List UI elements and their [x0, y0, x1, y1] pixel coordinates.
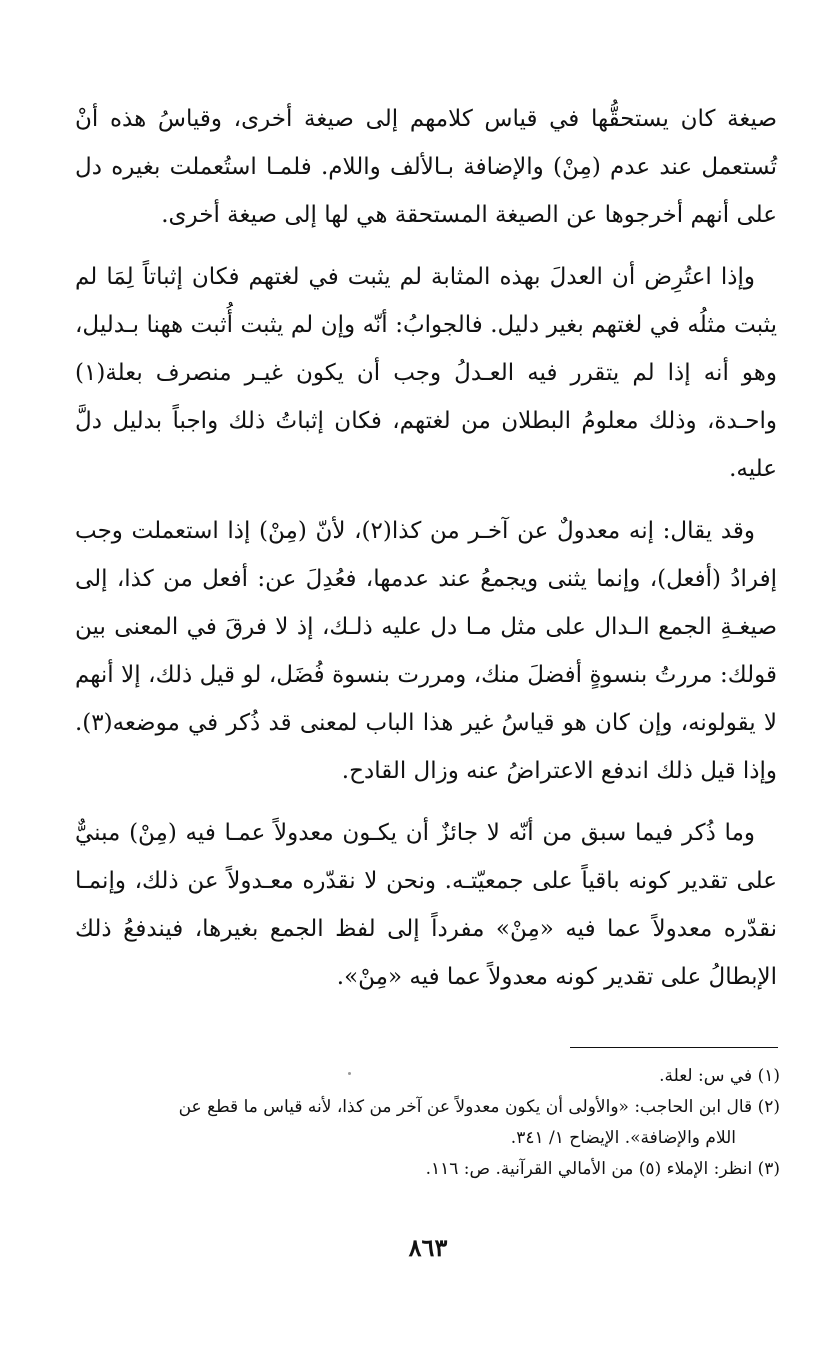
- paragraph-1: صيغة كان يستحقُّها في قياس كلامهم إلى صيغة أخرى، وقياسُ هذه أنْ تُستعمل عند عدم (مِنْ) والإضافة بـالألف واللام. فلمـا استُعملت بغيره دل على أنهم أخرجوها عن الصيغة المستحقة هي لها إلى صيغة أخرى.: [75, 106, 777, 228]
- page-number: ٨٦٣: [408, 1233, 448, 1262]
- paragraph-2: وإذا اعتُرِض أن العدلَ بهذه المثابة لم يثبت في لغتهم فكان إثباتاً لِمَا لم يثبت مثلُه في لغتهم بغير دليل. فالجوابُ: أنّه وإن لم يثبت أُثبت ههنا بـدليل، وهو أنه إذا لم يتقرر فيه العـدلُ وجب أن يكون غيـر منصرف بعلة(١) واحـدة، وذلك معلومُ البطلان من لغتهم، فكان إثباتُ ذلك واجباً بدليل دلَّ عليه.: [75, 264, 777, 482]
- footnotes: [82, 1061, 780, 1185]
- main-text: [75, 95, 777, 1015]
- footnote-2: (٢) قال ابن الحاجب: «والأولى أن يكون معدولاً عن آخر من كذا، لأنه قياس ما قطع عن: [178, 1097, 780, 1117]
- footnote-2-continuation: اللام والإضافة». الإيضاح ١/ ٣٤١.: [510, 1128, 736, 1148]
- footnote-1: (١) في س: لعلة.: [659, 1066, 780, 1086]
- footnote-3: (٣) انظر: الإملاء (٥) من الأمالي القرآنية. ص: ١١٦.: [425, 1159, 780, 1179]
- footnote-separator: [570, 1047, 778, 1048]
- paragraph-4: وما ذُكر فيما سبق من أنّه لا جائزٌ أن يكـون معدولاً عمـا فيه (مِنْ) مبنيٌّ على تقدير كونه باقياً على جمعيّتـه. ونحن لا نقدّره معـدولاً عن ذلك، وإنمـا نقدّره معدولاً عما فيه «مِنْ» مفرداً إلى لفظ الجمع بغيرها، فيندفعُ ذلك الإبطالُ على تقدير كونه معدولاً عما فيه «مِنْ».: [75, 820, 777, 990]
- paragraph-3: وقد يقال: إنه معدولٌ عن آخـر من كذا(٢)، لأنّ (مِنْ) إذا استعملت وجب إفرادُ (أفعل)، وإنما يثنى ويجمعُ عند عدمها، فعُدِلَ عن: أفعل من كذا، إلى صيغـةِ الجمع الـدال على مثل مـا دل عليه ذلـك، إذ لا فرقَ في المعنى بين قولك: مررتُ بنسوةٍ أفضلَ منك، ومررت بنسوة فُضَل، لو قيل ذلك، إلا أنهم لا يقولونه، وإن كان هو قياسُ غير هذا الباب لمعنى قد ذُكر في موضعه(٣). وإذا قيل ذلك اندفع الاعتراضُ عنه وزال القادح.: [75, 518, 777, 784]
